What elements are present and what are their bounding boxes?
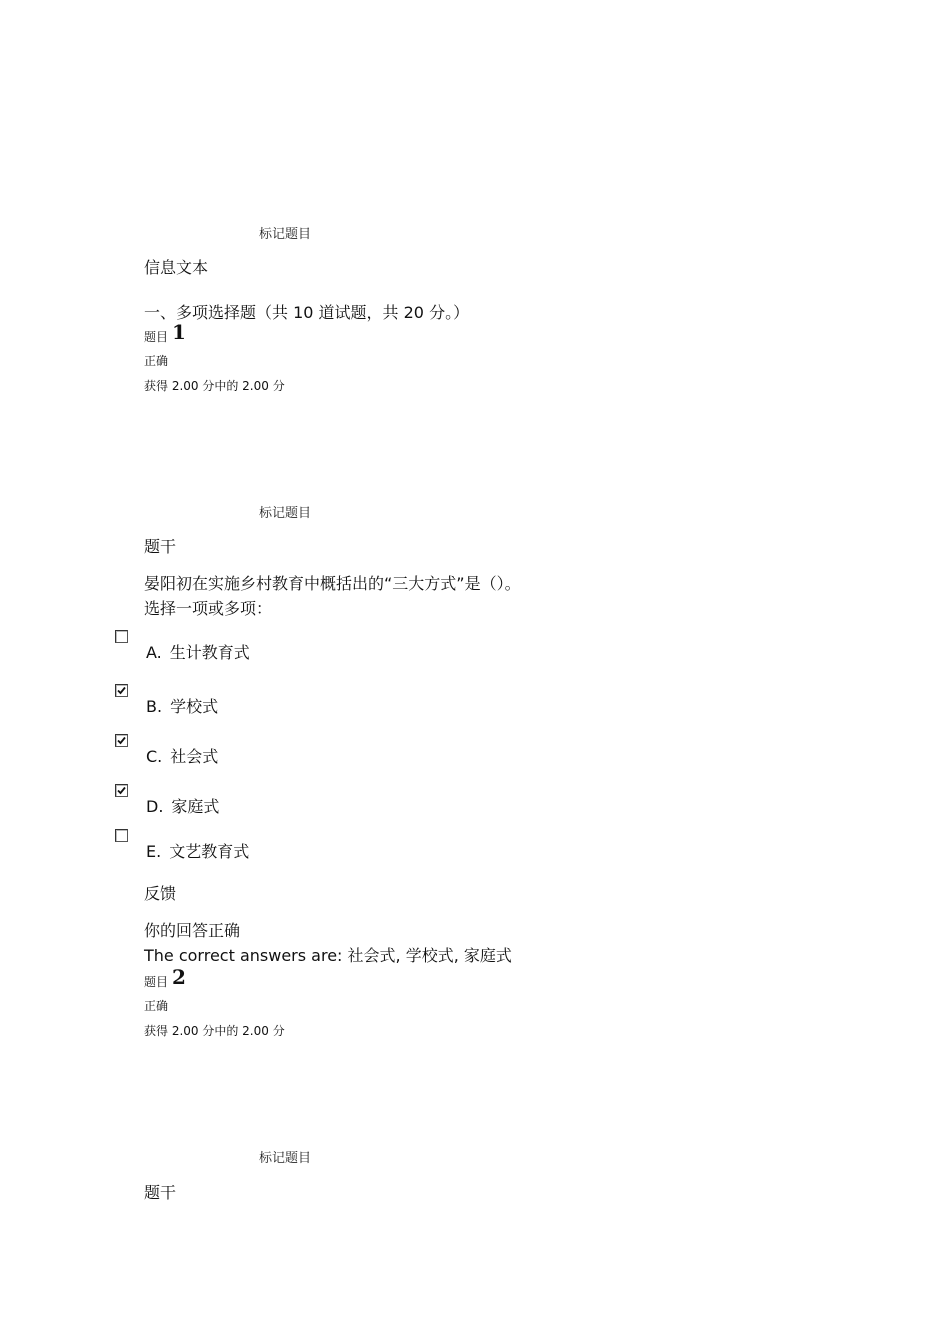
question-number-block <box>144 967 186 991</box>
correct-answers: The correct answers are: 社会式, 学校式, 家庭式 <box>144 946 512 965</box>
option-text: 社会式 <box>170 747 219 766</box>
option-c[interactable] <box>146 744 218 767</box>
option-a[interactable] <box>146 640 250 663</box>
option-a-checkbox[interactable] <box>115 630 128 643</box>
question-instruction: 选择一项或多项： <box>144 599 273 618</box>
option-b-checkbox[interactable] <box>115 684 128 697</box>
question-number-block <box>144 322 186 346</box>
option-text: 生计教育式 <box>169 643 250 662</box>
question-label: 题目 <box>144 330 169 344</box>
stem-heading: 题干 <box>144 537 177 556</box>
option-c-checkbox[interactable] <box>115 734 128 747</box>
option-d[interactable] <box>146 794 219 817</box>
question-status: 正确 <box>144 999 169 1013</box>
flag-question-link[interactable]: 标记题目 <box>259 227 312 242</box>
question-number: 2 <box>172 965 186 989</box>
option-letter: E. <box>146 842 162 861</box>
checkmark-icon <box>116 785 127 796</box>
feedback-result: 你的回答正确 <box>144 921 241 940</box>
checkmark-icon <box>116 735 127 746</box>
option-text: 学校式 <box>170 697 219 716</box>
option-b[interactable] <box>146 694 218 717</box>
question-label: 题目 <box>144 975 169 989</box>
option-letter: A. <box>146 643 162 662</box>
question-score: 获得 2.00 分中的 2.00 分 <box>144 379 285 393</box>
option-letter: B. <box>146 697 163 716</box>
question-status: 正确 <box>144 354 169 368</box>
option-e-checkbox[interactable] <box>115 829 128 842</box>
checkmark-icon <box>116 685 127 696</box>
option-text: 文艺教育式 <box>169 842 250 861</box>
option-e[interactable] <box>146 839 249 862</box>
flag-question-link[interactable]: 标记题目 <box>259 506 312 521</box>
option-d-checkbox[interactable] <box>115 784 128 797</box>
stem-heading: 题干 <box>144 1183 177 1202</box>
option-text: 家庭式 <box>171 797 220 816</box>
option-letter: D. <box>146 797 164 816</box>
question-number: 1 <box>172 320 186 344</box>
question-score: 获得 2.00 分中的 2.00 分 <box>144 1024 285 1038</box>
feedback-heading: 反馈 <box>144 884 177 903</box>
info-heading: 信息文本 <box>144 258 209 277</box>
flag-question-link[interactable]: 标记题目 <box>259 1151 312 1166</box>
option-letter: C. <box>146 747 163 766</box>
section-title: 一、多项选择题（共 10 道试题，共 20 分。） <box>144 303 470 322</box>
question-text: 晏阳初在实施乡村教育中概括出的“三大方式”是（）。 <box>144 574 521 593</box>
